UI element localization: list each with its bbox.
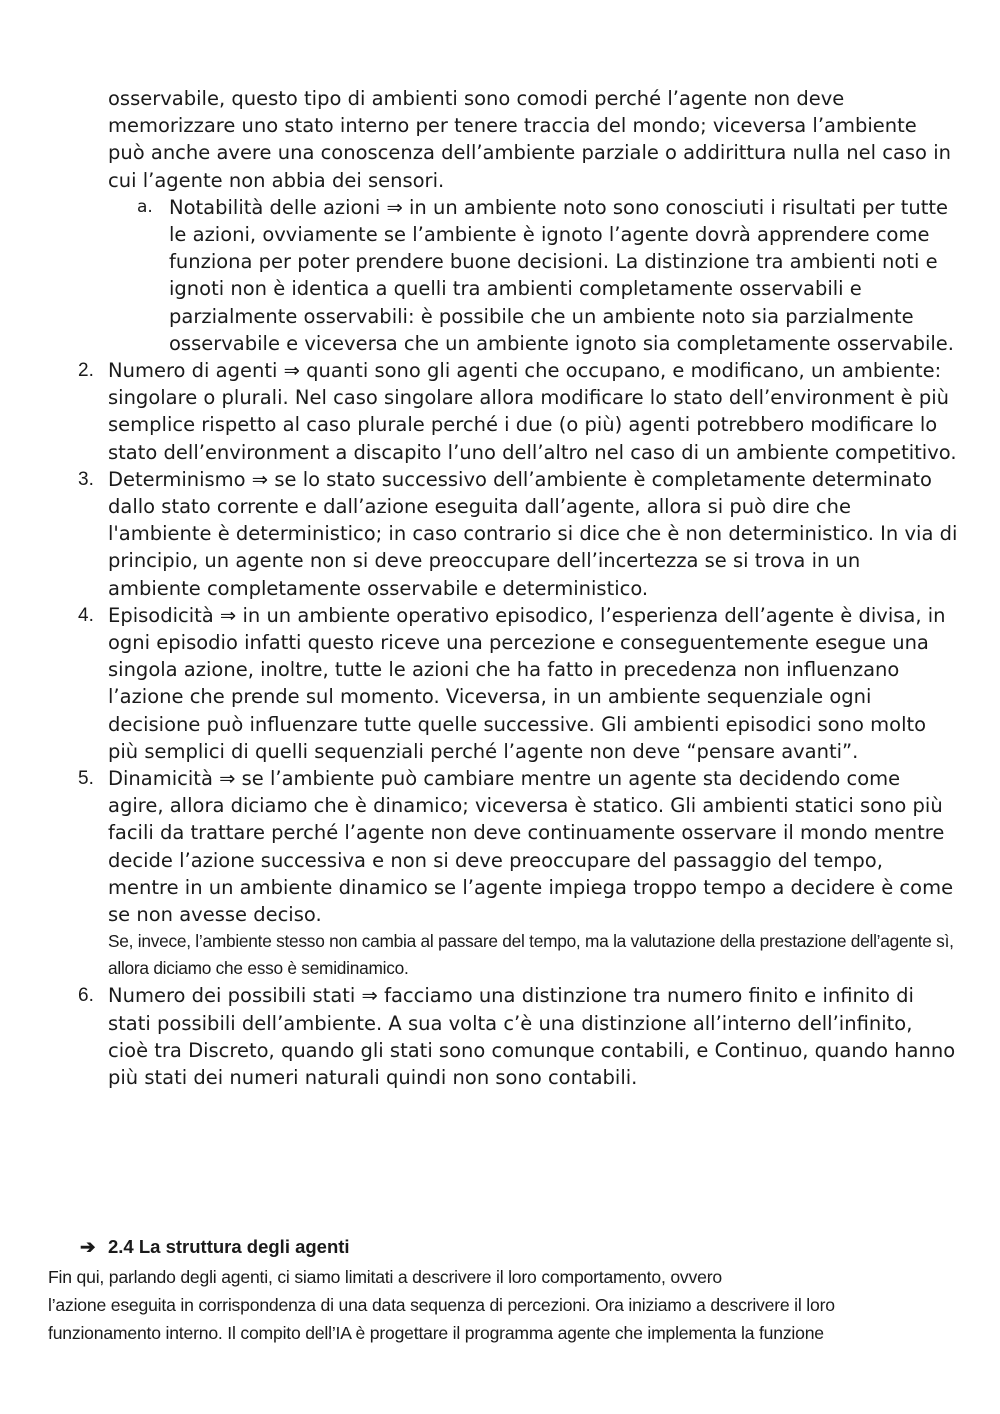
list-item-number: 4. [78,604,94,626]
list-item-text: Numero dei possibili stati ⇒ facciamo una distinzione tra numero finito e infinito di stati possibili dell’ambiente. A sua volta c’è una distinzione all’interno dell’infinito, cioè tra Discreto, quando gli stati sono comunque contabili, e Continuo, quando hanno più stati dei numeri naturali quindi non sono contabili. [108,984,956,1089]
section-heading-title: 2.4 La struttura degli agenti [108,1236,350,1257]
semidinamico-note: Se, invece, l’ambiente stesso non cambia al passare del tempo, ma la valutazione della prestazione dell’agente sì, allora diciamo che esso è semidinamico. [108,931,954,979]
list-item-dinamicita [78,765,958,982]
intro-line: funzionamento interno. Il compito dell’IA è progettare il programma agente che implementa la funzione [48,1323,824,1343]
section-intro-paragraph [48,1263,948,1347]
section-heading [80,1235,350,1259]
list-item-text: Determinismo ⇒ se lo stato successivo dell’ambiente è completamente determinato dallo stato corrente e dall’azione eseguita dall’agente, allora si può dire che l'ambiente è deterministico; in caso contrario si dice che è non deterministico. In via di principio, un agente non si deve preoccupare dell’incertezza se si trova in un ambiente completamente osservabile e deterministico. [108,467,958,600]
lead-paragraph: osservabile, questo tipo di ambienti sono comodi perché l’agente non deve memorizzare uno stato interno per tenere traccia del mondo; viceversa l’ambiente può anche avere una conoscenza dell’ambiente parziale o addirittura nulla nel caso in cui l’agente non abbia dei sensori. [108,87,951,192]
environment-properties-list [0,85,1000,1091]
list-item-number: 3. [78,468,94,490]
intro-line: l’azione eseguita in corrispondenza di una data sequenza di percezioni. Ora iniziamo a descrivere il loro [48,1295,835,1315]
list-item-number: 2. [78,360,94,382]
list-item-text: Dinamicità ⇒ se l’ambiente può cambiare mentre un agente sta decidendo come agire, allora diciamo che è dinamico; viceversa è statico. Gli ambienti statici sono più facili da trattare perché l’agente non deve continuamente osservare il mondo mentre decide l’azione successiva e non si deve preoccupare del passaggio del tempo, mentre in un ambiente dinamico se l’agente impiega troppo tempo a decidere è come se non avesse deciso. [108,767,954,927]
arrow-icon: ➔ [80,1236,96,1257]
list-item-numero-stati [78,982,958,1091]
list-item-episodicita [78,602,958,765]
list-item-text: Numero di agenti ⇒ quanti sono gli agenti che occupano, e modificano, un ambiente: singolare o plurali. Nel caso singolare allora modificare lo stato dell’environment è più semplice rispetto al caso plurale perché i due (o più) agenti potrebbero modificare lo stato dell’environment a discapito l’uno dell’altro nel caso di un ambiente competitivo. [108,359,957,464]
list-item-numero-agenti [78,357,958,466]
list-item-determinismo [78,466,958,602]
list-item-number: 6. [78,985,94,1007]
list-item-text: Episodicità ⇒ in un ambiente operativo episodico, l’esperienza dell’agente è divisa, in ogni episodio infatti questo riceve una percezione e conseguentemente esegue una singola azione, inoltre, tutte le azioni che ha fatto in precedenza non influenzano l’azione che prende sul momento. Viceversa, in un ambiente sequenziale ogni decisione può influenzare tutte quelle successive. Gli ambienti episodici sono molto più semplici di quelli sequenziali perché l’agente non deve “pensare avanti”. [108,603,946,763]
sub-item-notabilita [137,194,959,357]
sub-item-text: Notabilità delle azioni ⇒ in un ambiente noto sono conosciuti i risultati per tutte le azioni, ovviamente se l’ambiente è ignoto l’agente dovrà apprendere come funziona per poter prendere buone decisioni. La distinzione tra ambienti noti e ignoti non è identica a quelli tra ambienti completamente osservabili e parzialmente osservabili: è possibile che un ambiente noto sia parzialmente osservabile e viceversa che un ambiente ignoto sia completamente osservabile. [169,195,954,355]
intro-line: Fin qui, parlando degli agenti, ci siamo limitati a descrivere il loro comportamento, ovvero [48,1267,722,1287]
list-item-number: 5. [78,768,94,790]
sub-item-marker: a. [137,196,153,217]
